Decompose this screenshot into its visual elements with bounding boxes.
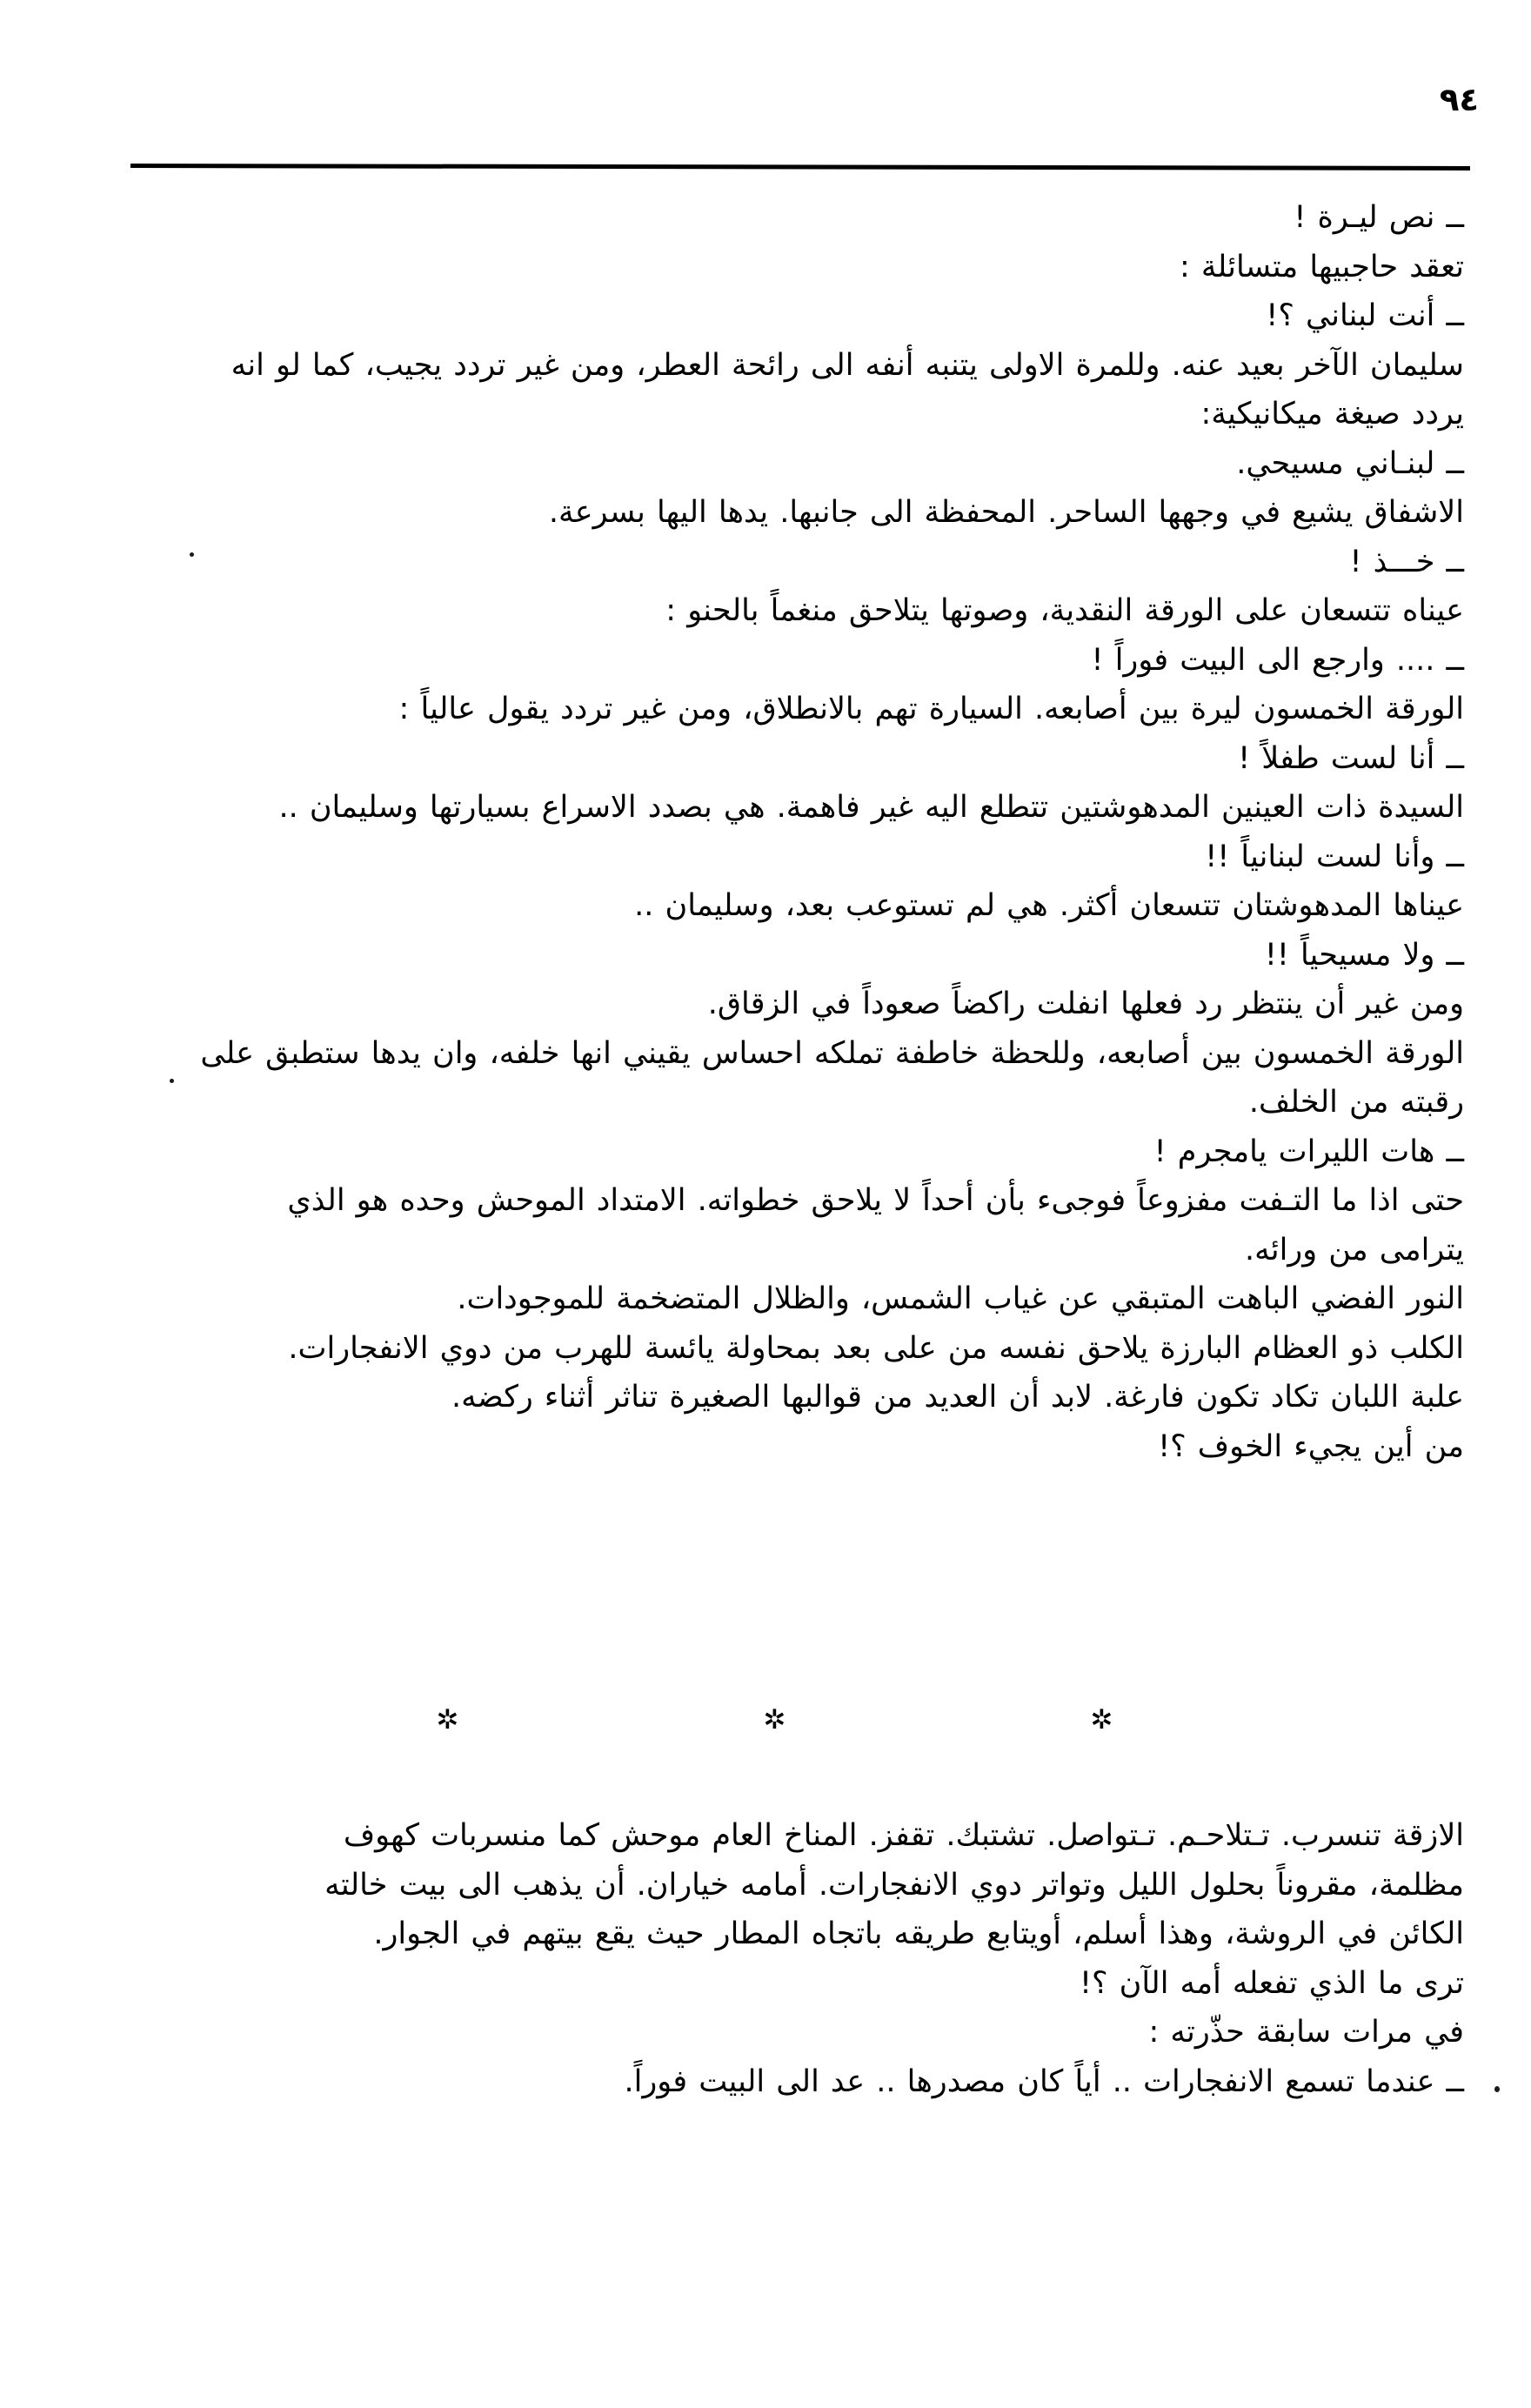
- text-line: رقبته من الخلف.: [1248, 1085, 1464, 1120]
- scan-speck: [170, 1079, 174, 1083]
- text-line: ــ أنا لست طفلاً !: [1238, 740, 1464, 776]
- text-line: يردد صيغة ميكانيكية:: [1200, 397, 1464, 431]
- text-line: الازقة تنسرب. تـتلاحـم. تـتواصل. تشتبك. تقفز. المناخ العام موحش كما منسربات كهوف: [343, 1818, 1464, 1853]
- text-line: ومن غير أن ينتظر رد فعلها انفلت راكضاً صعوداً في الزقاق.: [707, 987, 1464, 1021]
- text-line: علبة اللبان تكاد تكون فارغة. لابد أن العديد من قوالبها الصغيرة تناثر أثناء ركضه.: [451, 1380, 1464, 1415]
- asterisk-separator-icon: ✲: [1090, 1704, 1113, 1736]
- scan-speck: [1494, 2086, 1500, 2092]
- text-line: الورقة الخمسون بين أصابعه، وللحظة خاطفة تملكه احساس يقيني انها خلفه، وان يدها ستطبق على: [200, 1035, 1464, 1071]
- text-line: ــ لبنـاني مسيحي.: [1236, 445, 1464, 481]
- text-line: ــ خـــذ !: [1349, 544, 1464, 579]
- text-line: ــ نص ليـرة !: [1294, 200, 1464, 235]
- header-rule-divider: [130, 164, 1470, 171]
- page-number: ٩٤: [1439, 81, 1479, 118]
- text-line: مظلمة، مقروناً بحلول الليل وتواتر دوي الانفجارات. أمامه خياران. أن يذهب الى بيت خالته: [324, 1867, 1464, 1903]
- text-line: النور الفضي الباهت المتبقي عن غياب الشمس، والظلال المتضخمة للموجودات.: [457, 1281, 1464, 1316]
- scan-speck: [190, 552, 194, 557]
- text-line: الاشفاق يشيع في وجهها الساحر. المحفظة الى جانبها. يدها اليها بسرعة.: [548, 495, 1464, 530]
- asterisk-separator-icon: ✲: [763, 1704, 786, 1736]
- text-line: ــ وأنا لست لبنانياً !!: [1205, 839, 1464, 874]
- text-line: ترى ما الذي تفعله أمه الآن ؟!: [1079, 1965, 1464, 2001]
- asterisk-separator-icon: ✲: [436, 1704, 459, 1736]
- text-line: ــ ولا مسيحياً !!: [1264, 937, 1464, 973]
- body-text-block: [85, 193, 1464, 1471]
- text-line: الورقة الخمسون ليرة بين أصابعه. السيارة تهم بالانطلاق، ومن غير تردد يقول عالياً :: [398, 692, 1464, 726]
- text-line: في مرات سابقة حذّرته :: [1148, 2015, 1464, 2050]
- text-line: سليمان الآخر بعيد عنه. وللمرة الاولى يتنبه أنفه الى رائحة العطر، ومن غير تردد يجيب، كما لو انه: [231, 347, 1464, 383]
- text-line: ــ عندما تسمع الانفجارات .. أياً كان مصدرها .. عد الى البيت فوراً.: [624, 2064, 1464, 2099]
- text-line: الكلب ذو العظام البارزة يلاحق نفسه من على بعد بمحاولة يائسة للهرب من دوي الانفجارات.: [288, 1330, 1464, 1366]
- closing-text-block: [85, 1811, 1464, 2106]
- text-line: ــ هات الليرات يامجرم !: [1153, 1134, 1464, 1169]
- page-header: [130, 81, 1479, 167]
- text-line: عيناها المدهوشتان تتسعان أكثر. هي لم تستوعب بعد، وسليمان ..: [634, 888, 1464, 923]
- section-separator: [85, 1704, 1464, 1736]
- text-line: عيناه تتسعان على الورقة النقدية، وصوتها يتلاحق منغماً بالحنو :: [665, 593, 1464, 628]
- text-line: السيدة ذات العينين المدهوشتين تتطلع اليه غير فاهمة. هي بصدد الاسراع بسيارتها وسليمان ..: [278, 790, 1464, 825]
- text-line: الكائن في الروشة، وهذا أسلم، أويتابع طريقه باتجاه المطار حيث يقع بيتهم في الجوار.: [373, 1916, 1464, 1951]
- text-line: حتى اذا ما التـفت مفزوعاً فوجىء بأن أحداً لا يلاحق خطواته. الامتداد الموحش وحده هو الذي: [287, 1183, 1464, 1218]
- text-line: يترامى من ورائه.: [1244, 1232, 1464, 1268]
- text-line: تعقد حاجبيها متسائلة :: [1179, 249, 1464, 284]
- text-line: ــ أنت لبناني ؟!: [1266, 298, 1464, 333]
- text-line: ــ .... وارجع الى البيت فوراً !: [1091, 642, 1464, 678]
- text-line: من أين يجيء الخوف ؟!: [1158, 1428, 1464, 1464]
